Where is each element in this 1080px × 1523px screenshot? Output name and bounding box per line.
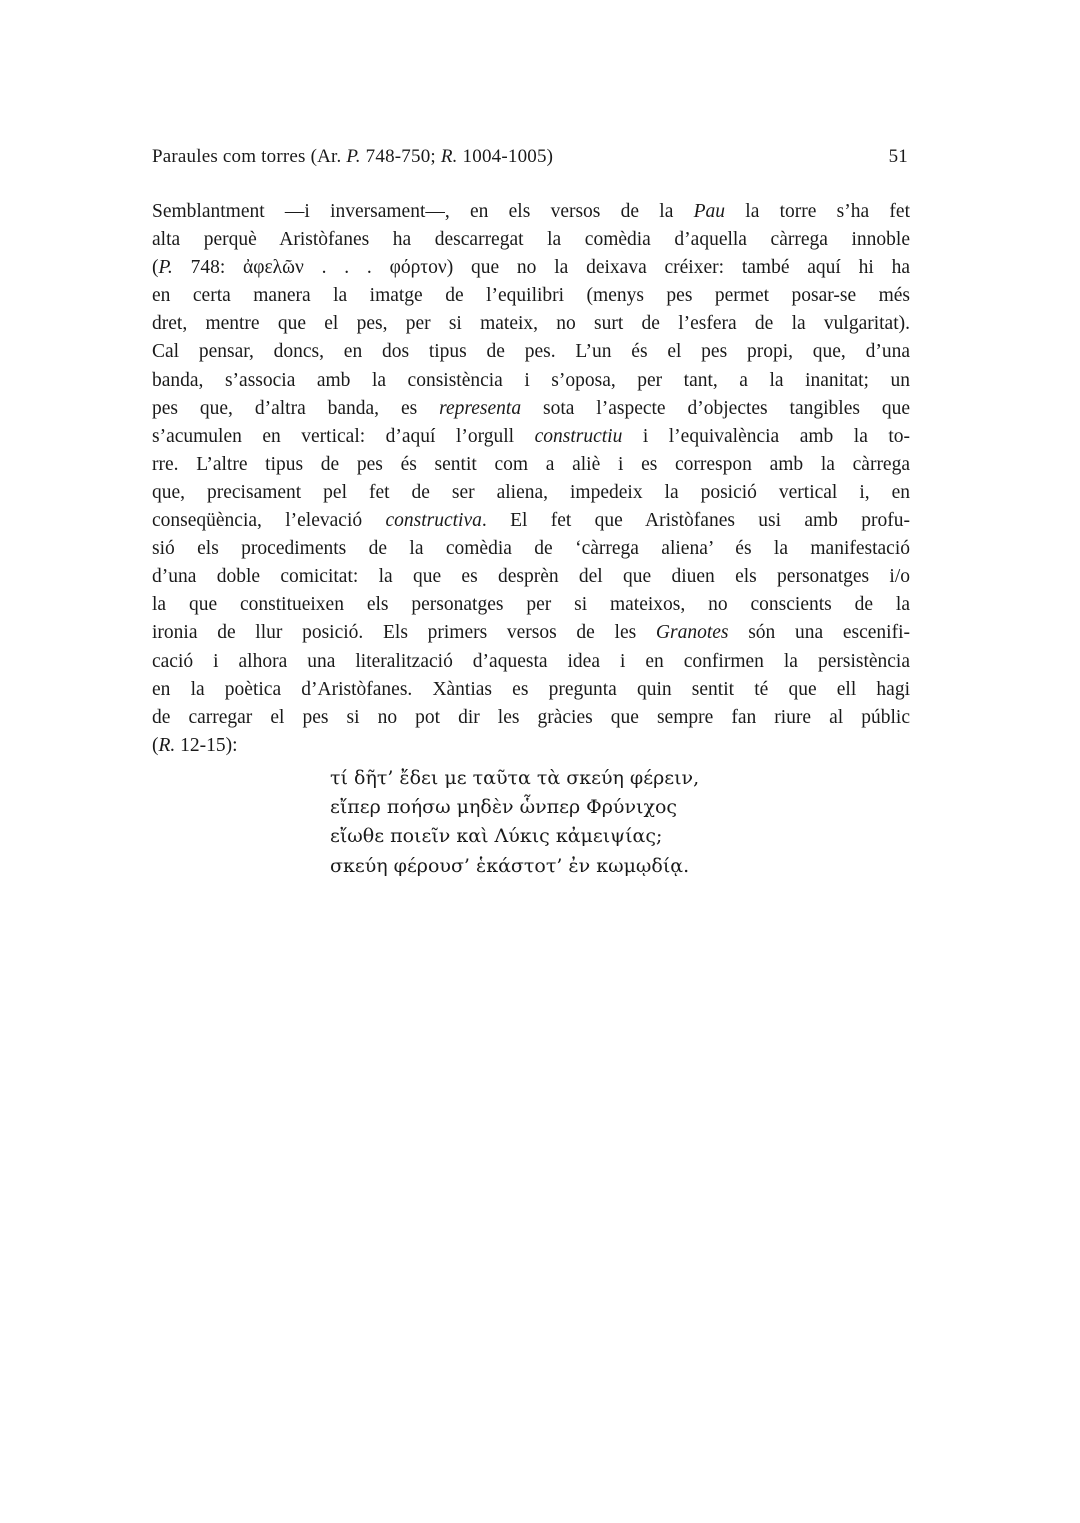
text-line: alta perquè Aristòfanes ha descarregat la comèdia d’aquella càrrega innoble <box>152 229 910 251</box>
text-line: la que constitueixen els personatges per si mateixos, no conscients de la <box>152 594 910 616</box>
greek-verse-quotation <box>330 764 790 881</box>
text-line: rre. L’altre tipus de pes és sentit com a aliè i es correspon amb la càrrega <box>152 453 910 475</box>
verse-line: σκεύη φέρουσ’ ἑκάστοτ’ ἐν κωμῳδίᾳ. <box>330 854 690 877</box>
text-line: en certa manera la imatge de l’equilibri (menys pes permet posar-se més <box>152 285 910 307</box>
text-line: banda, s’associa amb la consistència i s’oposa, per tant, a la inanitat; un <box>152 369 910 391</box>
text-line: Cal pensar, doncs, en dos tipus de pes. L’un és el pes propi, que, d’una <box>152 341 910 363</box>
text-line: que, precisament pel fet de ser aliena, impedeix la posició vertical i, en <box>152 481 910 503</box>
text-line: d’una doble comicitat: la que es desprèn del que diuen els personatges i/o <box>152 566 910 588</box>
text-line: de carregar el pes si no pot dir les gràcies que sempre fan riure al públic <box>152 706 910 728</box>
text-line: pes que, d’altra banda, es representa sota l’aspecte d’objectes tangibles que <box>152 397 910 419</box>
page-number: 51 <box>888 146 908 167</box>
text-line: en la poètica d’Aristòfanes. Xàntias es pregunta quin sentit té que ell hagi <box>152 678 910 700</box>
verse-line: εἴωθε ποιεῖν καὶ Λύκις κἀμειψίας; <box>330 825 663 848</box>
verse-line: τί δῆτ’ ἔδει με ταῦτα τὰ σκεύη φέρειν, <box>330 767 700 789</box>
running-header <box>152 146 908 176</box>
verse-line: εἴπερ ποήσω μηδὲν ὧνπερ Φρύνιχος <box>330 796 678 819</box>
text-line: cació i alhora una literalització d’aquesta idea i en confirmen la persistència <box>152 650 910 672</box>
text-line: ironia de llur posició. Els primers versos de les Granotes són una escenifi- <box>152 622 910 644</box>
body-paragraph <box>152 198 910 760</box>
text-line: Semblantment —i inversament—, en els versos de la Pau la torre s’ha fet <box>152 201 910 222</box>
text-line: s’acumulen en vertical: d’aquí l’orgull constructiu i l’equivalència amb la to- <box>152 425 911 447</box>
text-line: (P. 748: ἀφελῶν . . . φόρτον) que no la deixava créixer: també aquí hi ha <box>152 257 910 279</box>
text-line: (R. 12-15): <box>152 734 238 756</box>
text-line: conseqüència, l’elevació constructiva. El fet que Aristòfanes usi amb profu- <box>152 510 910 532</box>
text-line: dret, mentre que el pes, per si mateix, no surt de l’esfera de la vulgaritat). <box>152 313 910 335</box>
running-title: Paraules com torres (Ar. P. 748-750; R. 1004-1005) <box>152 146 554 167</box>
text-line: sió els procediments de la comèdia de ‘càrrega aliena’ és la manifestació <box>152 538 910 560</box>
